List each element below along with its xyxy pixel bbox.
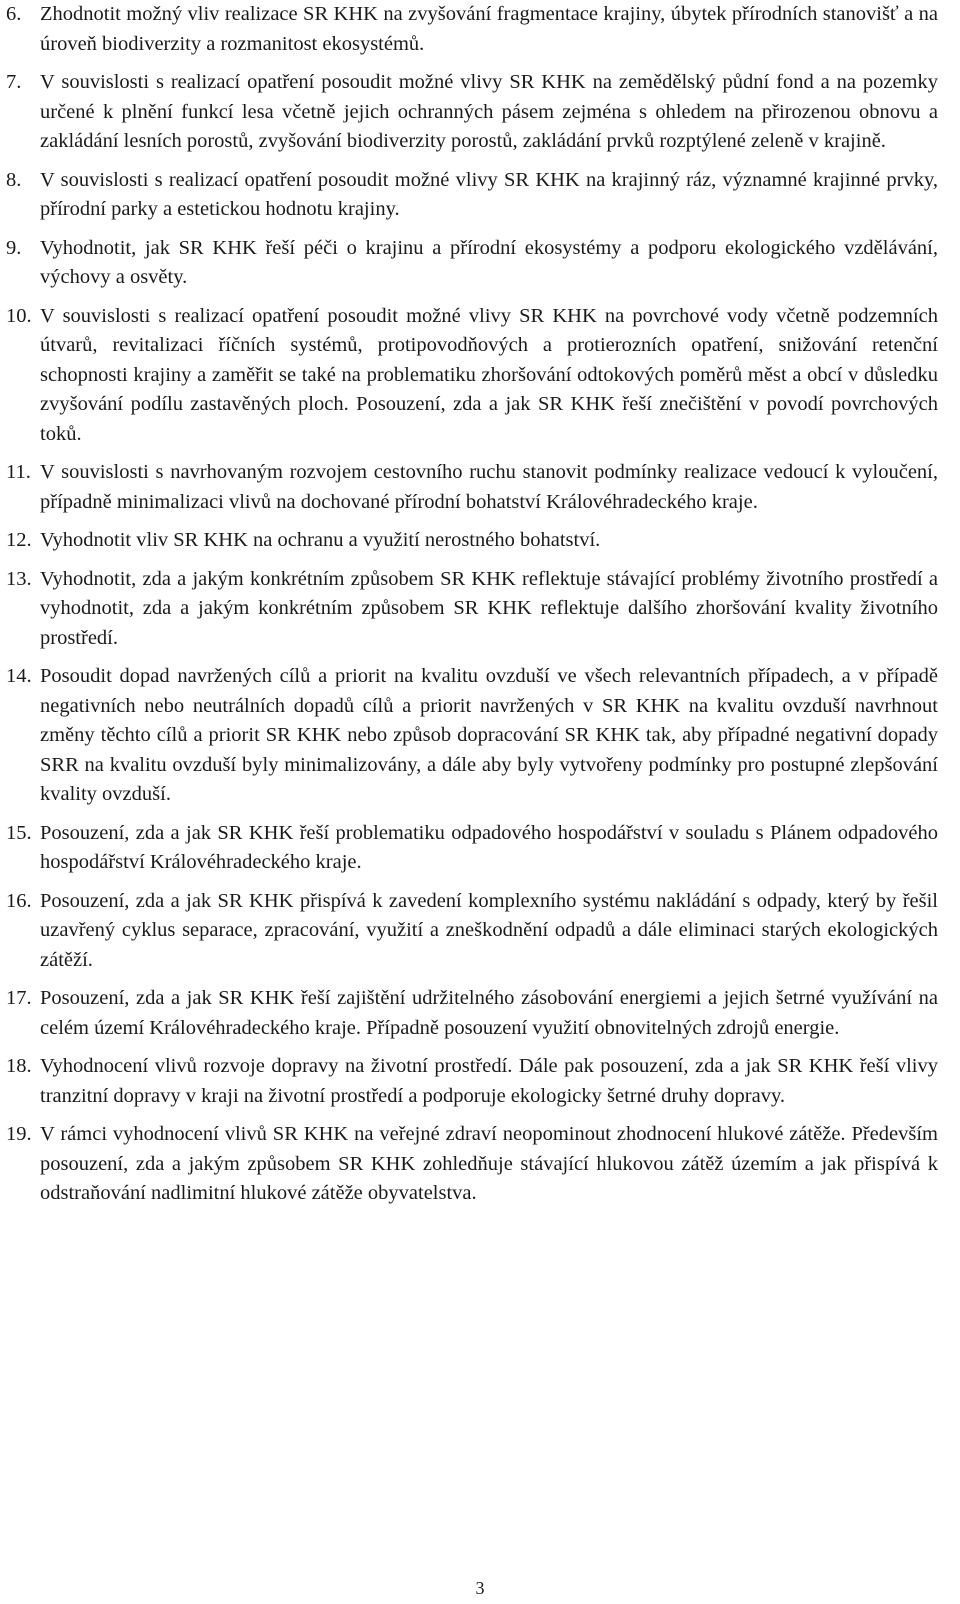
item-number: 10.: [6, 304, 32, 327]
list-item: [6, 887, 938, 976]
item-text: Vyhodnocení vlivů rozvoje dopravy na životní prostředí. Dále pak posouzení, zda a jak SR KHK řeší vlivy tranzitní dopravy v kraji na životní prostředí a podporuje ekologicky šetrné druhy dopravy.: [40, 1055, 938, 1107]
item-text: V souvislosti s realizací opatření posoudit možné vlivy SR KHK na zemědělský půdní fond a na pozemky určené k plnění funkcí lesa včetně jejich ochranných pásem zejména s ohledem na přirozenou obnovu a zakládání lesních porostů, zvyšování biodiverzity porostů, zakládání prvků rozptýlené zeleně v krajině.: [40, 71, 938, 152]
list-item: [6, 565, 938, 654]
list-item: [6, 0, 938, 59]
item-number: 6.: [6, 3, 22, 25]
list-item: [6, 662, 938, 810]
list-item: [6, 234, 938, 293]
item-text: Posouzení, zda a jak SR KHK řeší problematiku odpadového hospodářství v souladu s Plánem odpadového hospodářství Královéhradeckého kraje.: [40, 821, 938, 873]
list-item: [6, 166, 938, 225]
list-item: [6, 526, 938, 556]
item-number: 17.: [6, 987, 32, 1009]
requirements-list: [6, 0, 938, 1218]
item-number: 19.: [6, 1123, 32, 1145]
item-number: 12.: [6, 529, 32, 551]
item-number: 18.: [6, 1055, 32, 1077]
item-text: Zhodnotit možný vliv realizace SR KHK na zvyšování fragmentace krajiny, úbytek přírodních stanovišť a na úroveň biodiverzity a rozmanitost ekosystémů.: [40, 3, 938, 55]
item-number: 15.: [6, 821, 32, 844]
list-item: [6, 458, 938, 517]
item-text: Posouzení, zda a jak SR KHK řeší zajištění udržitelného zásobování energiemi a jejich šetrné využívání na celém území Královéhradeckého kraje. Případně posouzení využití obnovitelných zdrojů energie.: [40, 987, 938, 1039]
list-item: [6, 819, 938, 878]
item-text: Posouzení, zda a jak SR KHK přispívá k zavedení komplexního systému nakládání s odpady, který by řešil uzavřený cyklus separace, zpracování, využití a zneškodnění odpadů a dále eliminaci starých ekologických zátěží.: [40, 889, 938, 971]
item-number: 7.: [6, 71, 22, 93]
page-number: 3: [475, 1578, 485, 1598]
list-item: [6, 68, 938, 157]
item-number: 13.: [6, 567, 32, 590]
item-text: Vyhodnotit, zda a jakým konkrétním způsobem SR KHK reflektuje stávající problémy životního prostředí a vyhodnotit, zda a jakým konkrétním způsobem SR KHK reflektuje dalšího zhoršování kvality životního prostředí.: [40, 567, 938, 649]
list-item: [6, 1120, 938, 1209]
item-number: 14.: [6, 665, 32, 687]
list-item: [6, 302, 938, 450]
item-text: Posoudit dopad navržených cílů a priorit na kvalitu ovzduší ve všech relevantních případech, a v případě negativních nebo neutrálních dopadů cílů a priorit navržených v SR KHK na kvalitu ovzduší navrhnout změny těchto cílů a priorit SR KHK nebo způsob dopracování SR KHK tak, aby případné negativní dopady SRR na kvalitu ovzduší byly minimalizovány, a dále aby byly vytvořeny podmínky pro postupné zlepšování kvality ovzduší.: [40, 665, 938, 805]
item-text: V rámci vyhodnocení vlivů SR KHK na veřejné zdraví neopominout zhodnocení hlukové zátěže. Především posouzení, zda a jakým způsobem SR KHK zohledňuje stávající hlukovou zátěž územím a jak přispívá k odstraňování nadlimitní hlukové zátěže obyvatelstva.: [40, 1123, 938, 1204]
list-item: [6, 1052, 938, 1111]
item-text: Vyhodnotit, jak SR KHK řeší péči o krajinu a přírodní ekosystémy a podporu ekologického vzdělávání, výchovy a osvěty.: [40, 236, 938, 288]
item-text: Vyhodnotit vliv SR KHK na ochranu a využití nerostného bohatství.: [40, 529, 601, 551]
item-number: 11.: [6, 461, 31, 483]
item-text: V souvislosti s realizací opatření posoudit možné vlivy SR KHK na krajinný ráz, významné krajinné prvky, přírodní parky a estetickou hodnotu krajiny.: [40, 168, 938, 220]
item-number: 16.: [6, 889, 32, 912]
item-text: V souvislosti s navrhovaným rozvojem cestovního ruchu stanovit podmínky realizace vedoucí k vyloučení, případně minimalizaci vlivů na dochované přírodní bohatství Královéhradeckého kraje.: [40, 461, 938, 513]
list-item: [6, 984, 938, 1043]
item-number: 9.: [6, 236, 22, 259]
item-number: 8.: [6, 168, 22, 191]
item-text: V souvislosti s realizací opatření posoudit možné vlivy SR KHK na povrchové vody včetně podzemních útvarů, revitalizaci říčních systémů, protipovodňových a protierozních opatření, snižování retenční schopnosti krajiny a zaměřit se také na problematiku zhoršování odtokových poměrů měst a obcí v důsledku zvyšování podílu zastavěných ploch. Posouzení, zda a jak SR KHK řeší znečištění v povodí povrchových toků.: [40, 304, 938, 445]
